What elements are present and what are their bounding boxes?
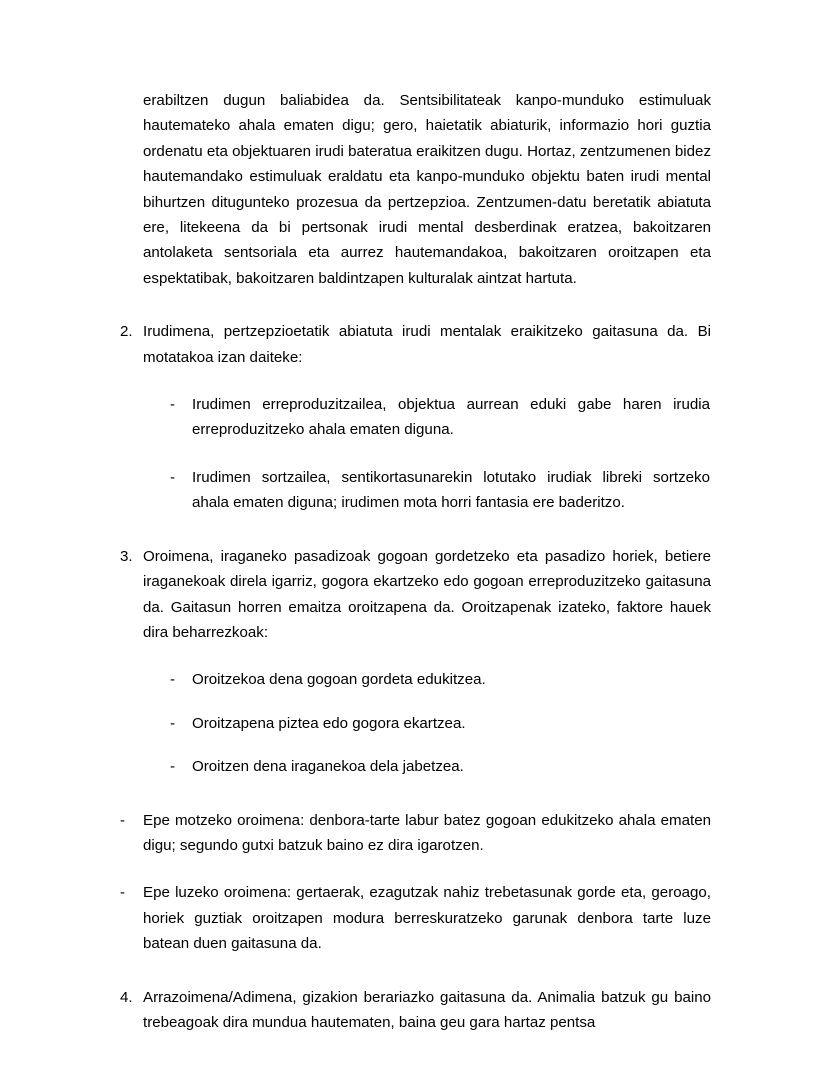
list-item-dash-long-term	[120, 880, 711, 956]
list-item-dash-2-2	[170, 465, 711, 516]
list-marker-2: 2.	[120, 323, 133, 341]
list-item-text-2-1: Irudimen erreproduzitzailea, objektua aurrean eduki gabe haren irudia erreproduzitzeko ahala ematen diguna.	[192, 396, 710, 439]
spacer	[120, 516, 711, 544]
spacer	[120, 780, 711, 808]
list-item-numbered-3	[120, 544, 711, 646]
list-item-dash-short-term	[120, 808, 711, 859]
spacer	[120, 858, 711, 880]
dash-marker: -	[170, 396, 176, 414]
dash-marker: -	[170, 671, 176, 689]
list-item-dash-3-2	[170, 711, 711, 736]
intro-paragraph: erabiltzen dugun baliabidea da. Sentsibilitateak kanpo-munduko estimuluak hautemateko ahala ematen digu; gero, haietatik abiaturik, informazio hori guztia ordenatu eta objektuaren irudi bateratua eraikitzen dugu. Hortaz, zentzumenen bidez hautemandako estimuluak eraldatu eta kanpo-munduko objektu baten irudi mental bihurtzen ditugunteko prozesua da pertzepzioa. Zentzumen-datu beretatik abiatuta ere, litekeena da bi pertsonak irudi mental desberdinak eratzea, bakoitzaren antolaketa sentsoriala eta aurrez hautemandakoa, bakoitzaren oroitzapen eta espektatibak, bakoitzaren baldintzapen kulturalak aintzat hartuta.	[143, 92, 711, 287]
list-marker-3: 3.	[120, 547, 133, 565]
list-item-text-3: Oroimena, iraganeko pasadizoak gogoan gordetzeko eta pasadizo horiek, betiere iraganekoak direla igarriz, gogora ekartzeko edo gogoan erreproduzitzeko gaitasuna da. Gaitasun horren emaitza oroitzapena da. Oroitzapenak izateko, faktore hauek dira beharrezkoak:	[143, 547, 711, 641]
list-marker-4: 4.	[120, 988, 133, 1006]
list-item-text-long-term: Epe luzeko oroimena: gertaerak, ezagutzak nahiz trebetasunak gorde eta, geroago, horiek guztiak oroitzapen modura berreskuratzeko garunak denbora tarte luze batean duen gaitasuna da.	[143, 884, 711, 953]
list-item-text-2-2: Irudimen sortzailea, sentikortasunarekin lotutako irudiak libreki sortzeko ahala ematen diguna; irudimen mota horri fantasia ere baderitzo.	[192, 468, 710, 512]
list-item-numbered-4	[120, 985, 711, 1036]
list-item-text-3-1: Oroitzekoa dena gogoan gordeta edukitzea.	[192, 671, 486, 689]
spacer	[120, 291, 711, 319]
list-item-text-4: Arrazoimena/Adimena, gizakion berariazko gaitasuna da. Animalia batzuk gu baino trebeagoak dira mundua hautematen, baina geu gara hartaz pentsa	[143, 988, 711, 1031]
dash-marker: -	[170, 468, 176, 486]
document-content	[120, 88, 711, 1035]
dash-marker: -	[170, 714, 176, 732]
spacer	[120, 645, 711, 667]
spacer	[120, 957, 711, 985]
dash-marker: -	[170, 758, 176, 776]
spacer	[120, 736, 711, 754]
spacer	[120, 443, 711, 465]
list-item-text-3-2: Oroitzapena piztea edo gogora ekartzea.	[192, 714, 466, 732]
list-item-dash-3-3	[170, 754, 711, 779]
list-item-dash-3-1	[170, 667, 711, 692]
list-item-text-3-3: Oroitzen dena iraganekoa dela jabetzea.	[192, 758, 464, 776]
dash-marker: -	[120, 884, 126, 902]
list-item-text-short-term: Epe motzeko oroimena: denbora-tarte labur batez gogoan edukitzeko ahala ematen digu; segundo gutxi batzuk baino ez dira igarotzen.	[143, 811, 711, 854]
list-item-numbered-2	[120, 319, 711, 370]
list-item-text-2: Irudimena, pertzepzioetatik abiatuta irudi mentalak eraikitzeko gaitasuna da. Bi motatakoa izan daiteke:	[143, 323, 711, 366]
dash-marker: -	[120, 811, 126, 829]
spacer	[120, 370, 711, 392]
list-item-dash-2-1	[170, 392, 711, 443]
spacer	[120, 693, 711, 711]
